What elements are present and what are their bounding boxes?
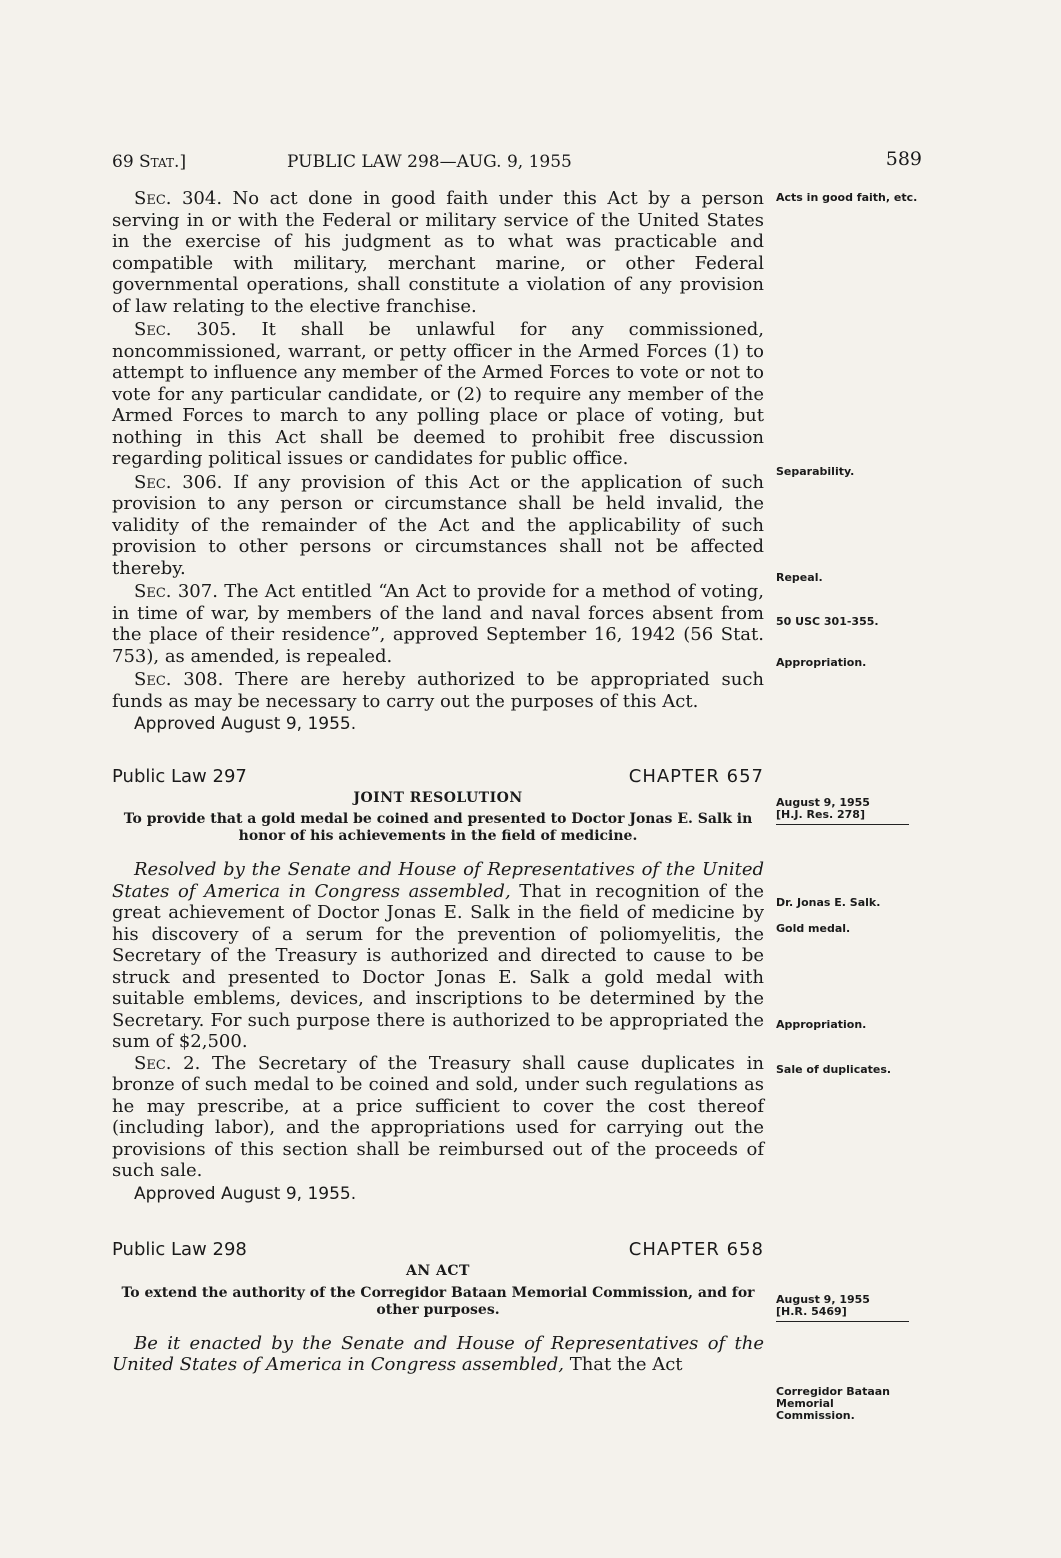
margin-note-good-faith: Acts in good faith, etc. xyxy=(776,191,918,204)
docket-rule xyxy=(776,1321,909,1322)
law-298-heading xyxy=(112,1239,764,1263)
enacting-clause xyxy=(112,1333,764,1376)
approval-date: Approved August 9, 1955. xyxy=(134,714,357,734)
public-law-number: Public Law 297 xyxy=(112,765,247,787)
docket-bill-number: [H.R. 5469] xyxy=(776,1305,847,1318)
docket-rule xyxy=(776,824,909,825)
law-297-heading xyxy=(112,766,764,790)
instrument-type: AN ACT xyxy=(406,1263,470,1279)
margin-note-sale-of-duplicates: Sale of duplicates. xyxy=(776,1063,892,1076)
margin-note-gold-medal: Gold medal. xyxy=(776,922,851,935)
approval-date: Approved August 9, 1955. xyxy=(134,1183,357,1204)
section-text: The Secretary of the Treasury shall cause duplicates in bronze of such medal to be coined and sold, under such regulations as he may prescribe, at a price sufficient to cover the cost thereof (including labor), and the appropriations used for carrying out the provisions of this section shall be reimbursed out of the proceeds of such sale. xyxy=(112,1052,764,1181)
section-307 xyxy=(112,581,764,667)
purpose-clause: To extend the authority of the Corregidor Bataan Memorial Commission, and for other purposes. xyxy=(121,1284,755,1318)
section-text: It shall be unlawful for any commissioned, noncommissioned, warrant, or petty officer in the Armed Forces (1) to attempt to influence any member of the Armed Forces to vote or not to vote for any particular candidate, or (2) to require any member of the Armed Forces to march to any polling place or place of voting, but nothing in this Act shall be deemed to prohibit free discussion regarding political issues or candidates for public office. xyxy=(112,319,764,469)
margin-note-corregidor: Corregidor Bataan Memorial Commission. xyxy=(776,1385,891,1422)
margin-note-repeal: Repeal. xyxy=(776,571,823,584)
act-text: That the Act xyxy=(563,1354,683,1375)
section-text: There are hereby authorized to be appropriated such funds as may be necessary to carry out the purposes of this Act. xyxy=(112,669,764,712)
section-2 xyxy=(112,1053,764,1182)
body-text xyxy=(112,188,764,1376)
section-label: Sec. 2. xyxy=(134,1052,201,1074)
section-label: Sec. 307. xyxy=(134,581,218,602)
chapter-number: CHAPTER 657 xyxy=(628,765,764,787)
enacting-formula: Be it enacted by the Senate and House of Representatives of the United States of America in Congress assembled, xyxy=(112,1332,764,1375)
margin-note-appropriation: Appropriation. xyxy=(776,1018,867,1031)
section-label: Sec. 305. xyxy=(134,319,237,340)
section-text: No act done in good faith under this Act by a person serving in or with the Federal or military service of the United States in the exercise of his judgment as to what was practicable and compatible with military, merchant marine, or other Federal governmental operations, shall constitute a violation of any provision of law relating to the elective franchise. xyxy=(112,188,764,317)
section-label: Sec. 306. xyxy=(134,471,223,493)
section-label: Sec. 308. xyxy=(134,669,224,690)
resolving-formula: Resolved by the Senate and House of Representatives of the United States of America in Congress assembled, xyxy=(112,859,764,902)
running-head xyxy=(112,148,922,180)
instrument-type: JOINT RESOLUTION xyxy=(353,789,523,806)
section-306 xyxy=(112,472,764,580)
section-text: If any provision of this Act or the application of such provision to any person or circumstance shall be held invalid, the validity of the remainder of the Act and the applicability of such provision to other persons or circumstances shall not be affected thereby. xyxy=(112,471,764,579)
volume-citation: 69 Stat.] xyxy=(112,152,187,172)
resolving-clause xyxy=(112,859,764,1053)
purpose-clause: To provide that a gold medal be coined and presented to Doctor Jonas E. Salk in honor of his achievements in the field of medicine. xyxy=(123,811,753,844)
margin-note-usc: 50 USC 301-355. xyxy=(776,615,879,628)
public-law-number: Public Law 298 xyxy=(112,1239,247,1260)
section-305 xyxy=(112,319,764,470)
section-label: Sec. 304. xyxy=(134,188,223,209)
page-number: 589 xyxy=(885,148,922,170)
margin-note-appropriation: Appropriation. xyxy=(776,656,867,669)
section-308 xyxy=(112,669,764,712)
section-304 xyxy=(112,188,764,317)
chapter-number: CHAPTER 658 xyxy=(628,1239,764,1260)
section-text: The Act entitled “An Act to provide for a method of voting, in time of war, by members of the land and naval forces absent from the place of their residence”, approved September 16, 1942 (56 Stat. 753), as amended, is repealed. xyxy=(112,581,764,667)
docket-date: August 9, 1955 xyxy=(776,1293,870,1306)
margin-note-separability: Separability. xyxy=(776,465,855,478)
docket-resolution-number: [H.J. Res. 278] xyxy=(776,808,865,821)
resolution-text: That in recognition of the great achievement of Doctor Jonas E. Salk in the field of medicine by his discovery of a serum for the prevention of poliomyelitis, the Secretary of the Treasury is authorized and directed to cause to be struck and presented to Doctor Jonas E. Salk a gold medal with suitable emblems, devices, and inscriptions to be determined by the Secretary. For such purpose there is authorized to be appropriated the sum of $2,500. xyxy=(112,880,765,1052)
margin-note-salk: Dr. Jonas E. Salk. xyxy=(776,896,881,909)
running-title: PUBLIC LAW 298—AUG. 9, 1955 xyxy=(287,152,572,172)
docket-date: August 9, 1955 xyxy=(776,796,870,809)
